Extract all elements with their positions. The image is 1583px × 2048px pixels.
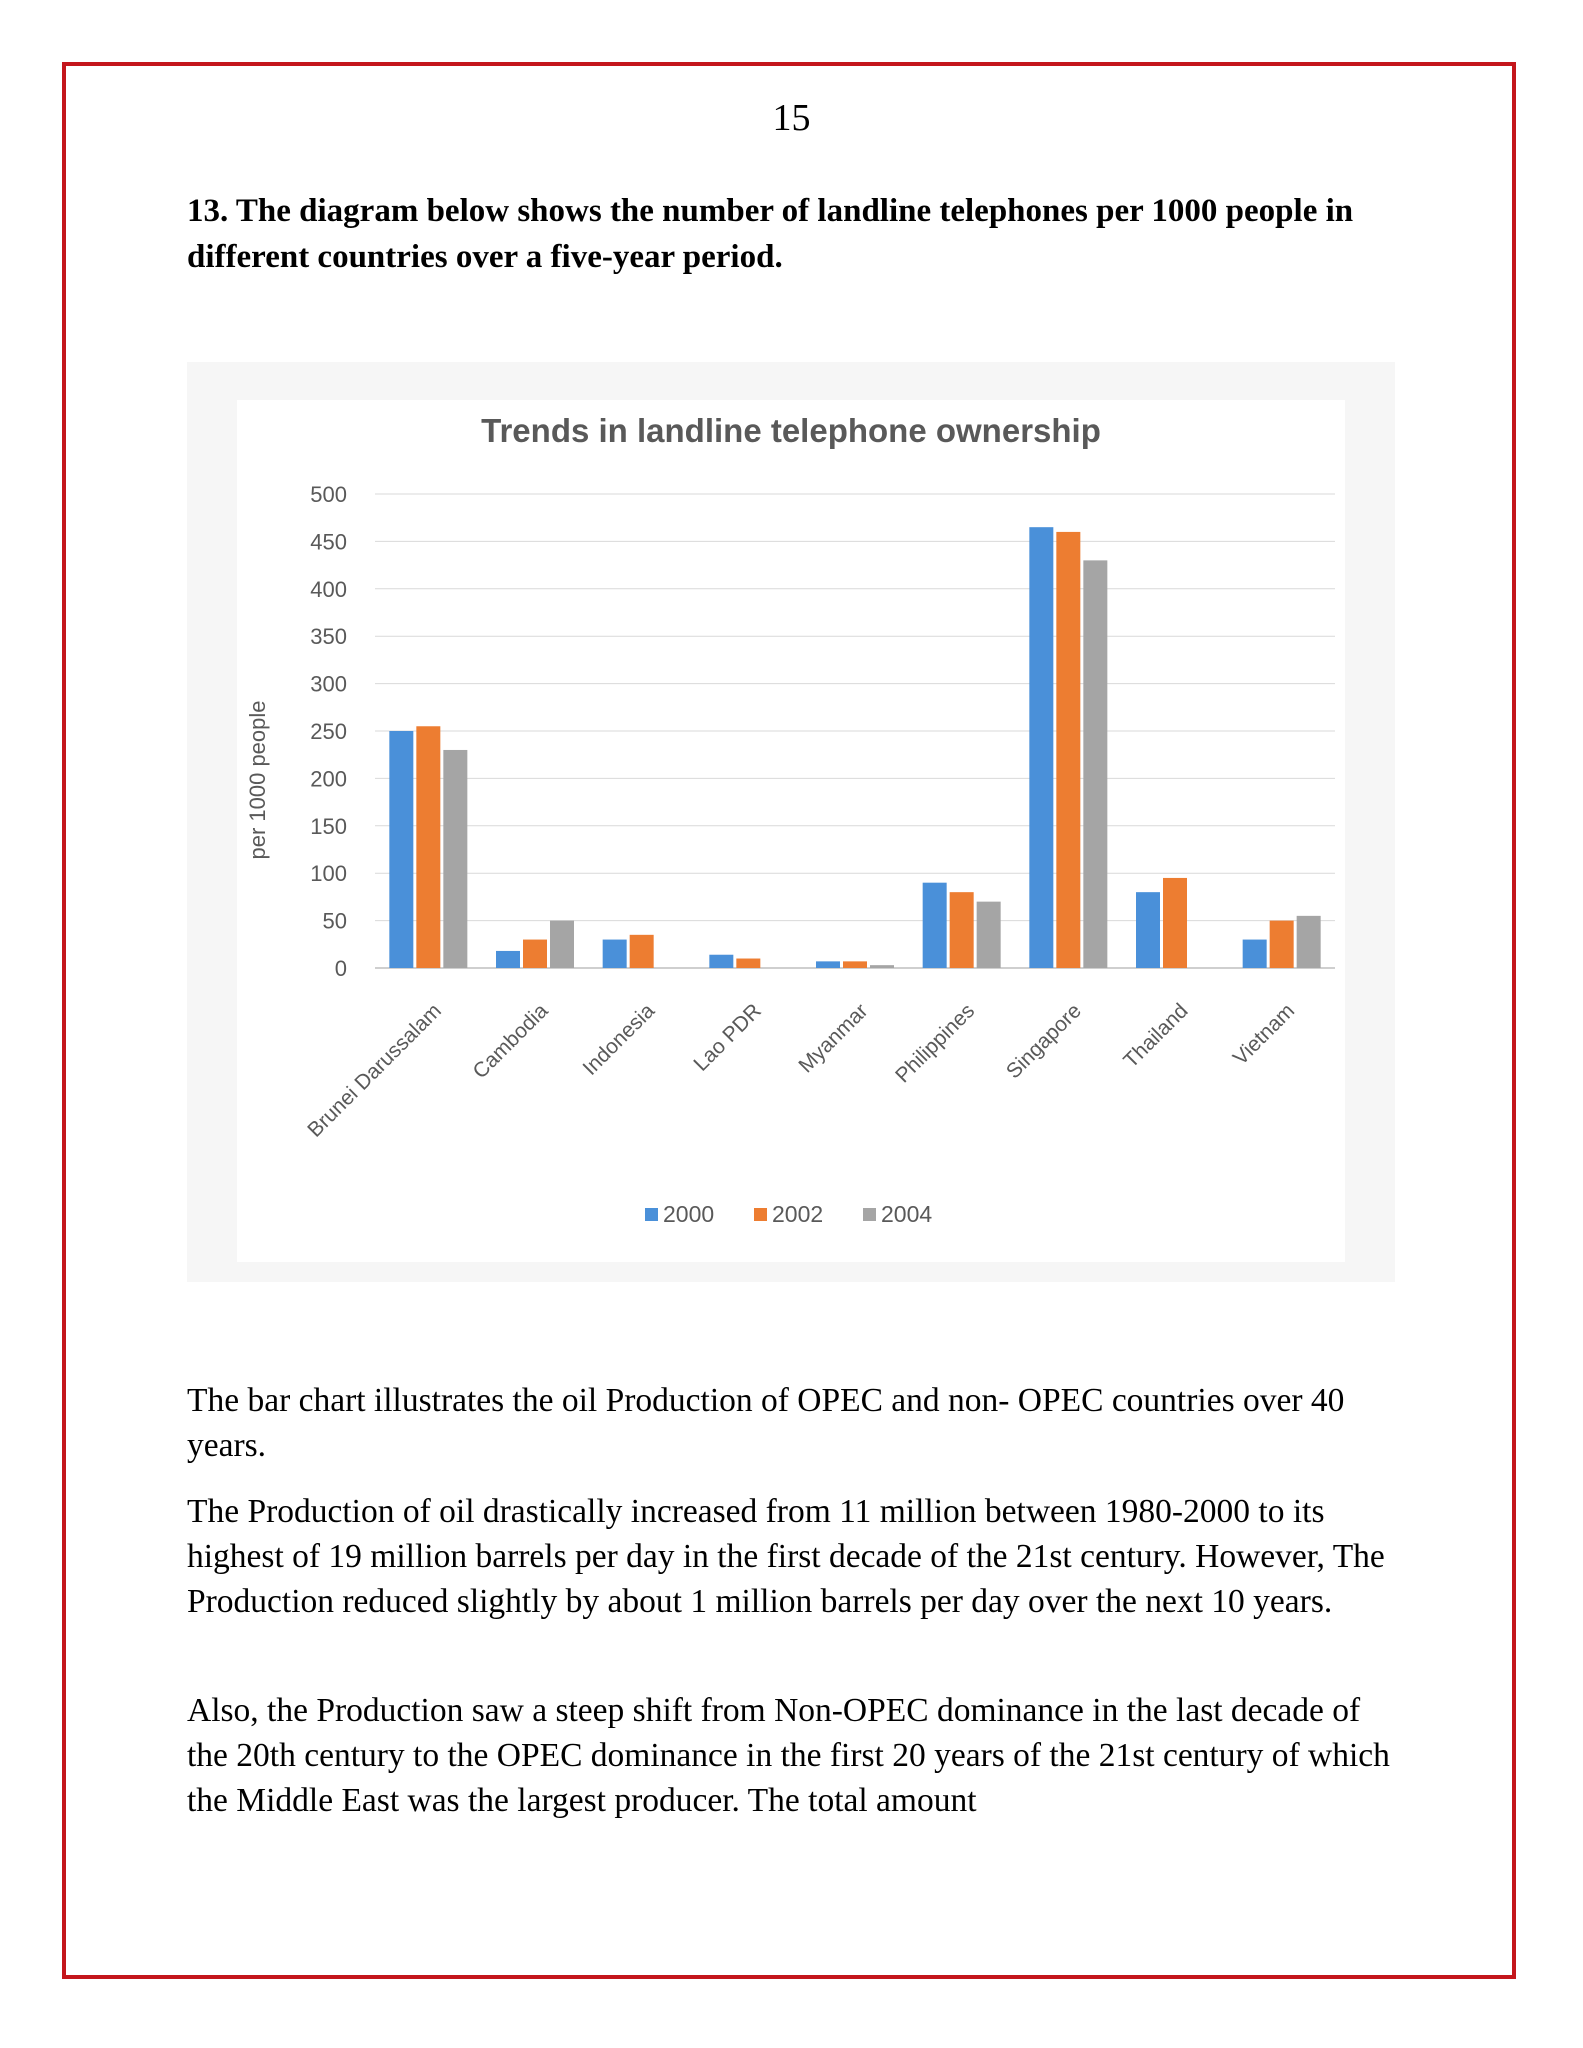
- bar: [1163, 878, 1187, 968]
- bar: [1270, 921, 1294, 968]
- chart-title: Trends in landline telephone ownership: [481, 412, 1101, 449]
- bar: [736, 959, 760, 968]
- x-tick-label: Philippines: [891, 999, 980, 1088]
- bar: [950, 892, 974, 968]
- page-number: 15: [772, 97, 811, 139]
- chart-container: [187, 362, 1395, 1282]
- y-tick-label: 100: [310, 861, 347, 887]
- question-heading: 13. The diagram below shows the number of landline telephones per 1000 people in different countries over a five-year period.: [187, 193, 1354, 275]
- bar: [816, 961, 840, 968]
- y-tick-label: 50: [322, 908, 347, 934]
- y-tick-label: 400: [310, 576, 347, 602]
- bar: [523, 940, 547, 968]
- paragraph-3: Also, the Production saw a steep shift from Non-OPEC dominance in the last decade of the 20th century to the OPEC dominance in the first 20 years of the 21st century of which the Middle East was the largest producer. The total amount: [187, 1692, 1390, 1819]
- legend-label: 2000: [663, 1201, 715, 1227]
- y-tick-label: 0: [334, 956, 347, 981]
- x-tick-label: Cambodia: [468, 999, 553, 1084]
- bar: [1056, 532, 1080, 968]
- y-tick-label: 150: [310, 813, 347, 839]
- x-tick-label: Singapore: [1001, 999, 1086, 1084]
- bar-chart: [187, 362, 1395, 1282]
- legend-label: 2004: [881, 1201, 933, 1227]
- bar: [416, 726, 440, 968]
- y-axis-label: per 1000 people: [245, 700, 270, 860]
- bar: [1083, 560, 1107, 968]
- legend-swatch: [645, 1208, 658, 1221]
- y-tick-label: 300: [310, 671, 347, 697]
- bar: [923, 883, 947, 968]
- x-tick-label: Thailand: [1119, 999, 1193, 1073]
- y-tick-label: 250: [310, 719, 347, 744]
- y-tick-label: 500: [310, 482, 347, 507]
- x-tick-label: Lao PDR: [689, 999, 766, 1076]
- bar: [870, 965, 894, 968]
- x-tick-label: Brunei Darussalam: [303, 999, 446, 1142]
- bar: [1243, 940, 1267, 968]
- bar: [443, 750, 467, 968]
- bar: [709, 955, 733, 968]
- bar: [496, 951, 520, 968]
- bar: [389, 731, 413, 968]
- x-tick-label: Vietnam: [1228, 999, 1300, 1070]
- paragraph-1: The bar chart illustrates the oil Production of OPEC and non- OPEC countries over 40 years.: [187, 1382, 1345, 1464]
- bar: [630, 935, 654, 968]
- legend-swatch: [863, 1208, 876, 1221]
- y-tick-label: 200: [310, 766, 347, 792]
- y-tick-label: 450: [310, 529, 347, 555]
- bar: [550, 921, 574, 968]
- x-tick-label: Indonesia: [578, 999, 660, 1080]
- x-tick-label: Myanmar: [794, 999, 873, 1078]
- paragraph-2: The Production of oil drastically increased from 11 million between 1980-2000 to its highest of 19 million barrels per day in the first decade of the 21st century. However, The Production reduced slightly by about 1 million barrels per day over the next 10 years.: [187, 1493, 1385, 1620]
- y-tick-label: 350: [310, 624, 347, 650]
- bar: [843, 961, 867, 968]
- legend: [645, 1201, 932, 1227]
- legend-label: 2002: [772, 1201, 824, 1227]
- bar: [977, 902, 1001, 968]
- legend-swatch: [754, 1208, 767, 1221]
- bar: [1029, 527, 1053, 968]
- bar: [1297, 916, 1321, 968]
- bar: [603, 940, 627, 968]
- bar: [1136, 892, 1160, 968]
